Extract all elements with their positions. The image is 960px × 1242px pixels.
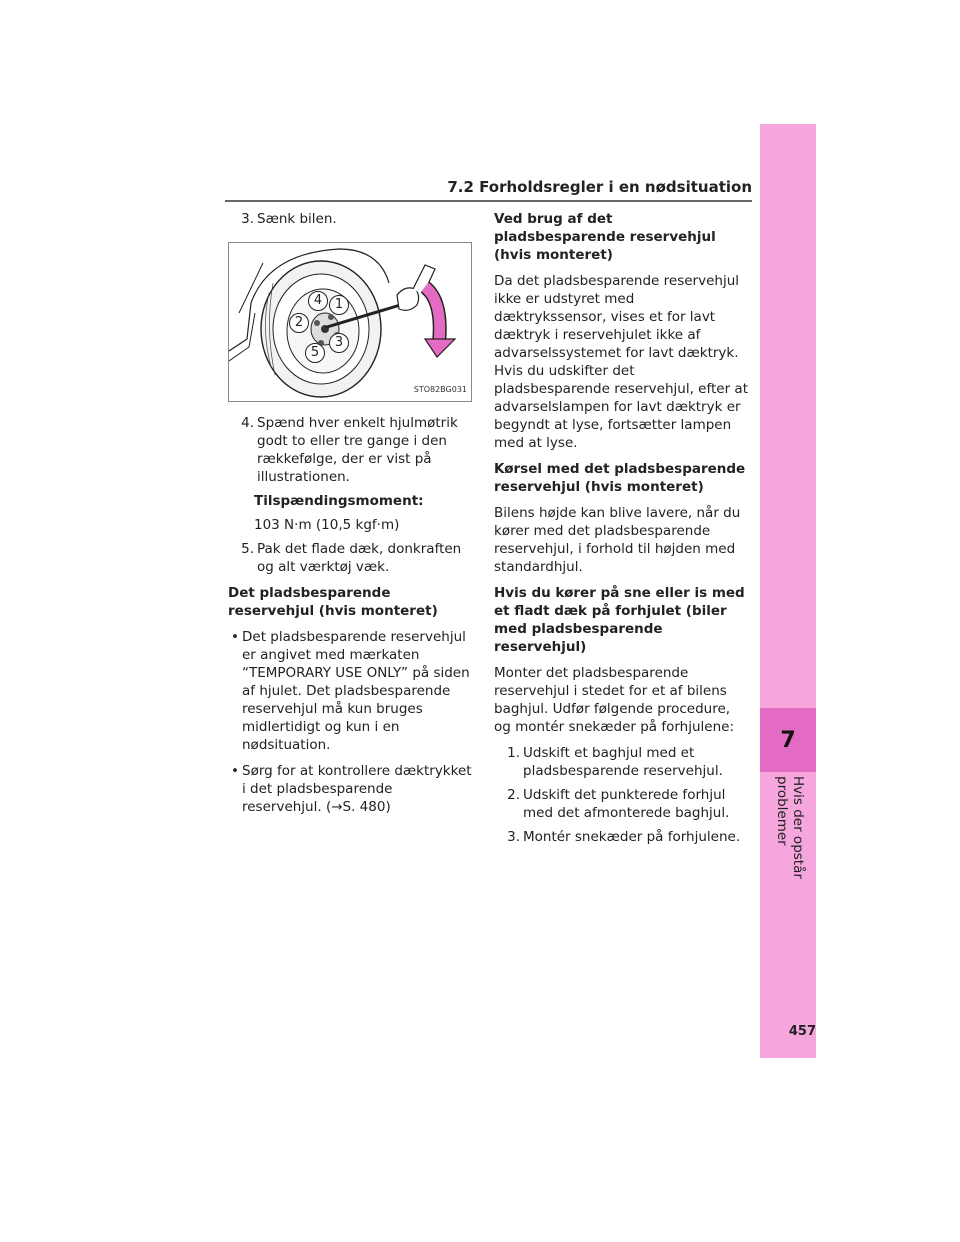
bullet-text: Sørg for at kontrollere dæktrykket i det pladsbesparende reservehjul. (→S. 480): [242, 763, 472, 815]
step-text: Udskift det punkterede forhjul med det afmonterede baghjul.: [523, 787, 730, 821]
step-number: 3.: [241, 211, 254, 227]
snow-step-3: [494, 828, 748, 846]
heading-driving-spare: Kørsel med det pladsbesparende reservehjul (hvis monteret): [494, 461, 746, 495]
step-text: Spænd hver enkelt hjulmøtrik godt to eller tre gange i den rækkefølge, der er vist på illustrationen.: [257, 415, 458, 485]
step-number: 1.: [507, 745, 520, 761]
bullet-item: [228, 762, 472, 816]
figure-label-1: 1: [329, 295, 349, 315]
step-5: [228, 540, 472, 576]
step-text: Montér snekæder på forhjulene.: [523, 829, 741, 845]
snow-step-1: [494, 744, 748, 780]
figure-code: STO82BG031: [413, 385, 467, 394]
step-number: 3.: [507, 829, 520, 845]
heading-snow-ice: Hvis du kører på sne eller is med et fladt dæk på forhjulet (biler med pladsbesparende reservehjul): [494, 585, 745, 655]
bullet-item: [228, 628, 472, 754]
figure-label-3: 3: [329, 333, 349, 353]
bullet-glyph: •: [231, 763, 239, 779]
section-header-title: 7.2 Forholdsregler i en nødsituation: [447, 178, 752, 196]
figure-label-4: 4: [308, 291, 328, 311]
heading-using-spare: Ved brug af det pladsbesparende reservehjul (hvis monteret): [494, 211, 716, 263]
bullet-glyph: •: [231, 629, 239, 645]
step-number: 4.: [241, 415, 254, 431]
figure-label-5: 5: [305, 343, 325, 363]
right-column: [494, 210, 748, 852]
wheel-illustration-svg: [229, 243, 471, 401]
left-column: [228, 210, 472, 824]
torque-label: Tilspændingsmoment:: [254, 493, 424, 509]
rotation-arrow-head: [425, 339, 455, 357]
lug-nut: [314, 320, 320, 326]
step-text: Sænk bilen.: [257, 211, 337, 227]
torque-value: 103 N·m (10,5 kgf·m): [254, 517, 400, 533]
step-number: 2.: [507, 787, 520, 803]
step-text: Udskift et baghjul med et pladsbesparende reservehjul.: [523, 745, 723, 779]
lug-nut: [328, 314, 334, 320]
step-text: Pak det flade dæk, donkraften og alt værktøj væk.: [257, 541, 462, 575]
body-line: [229, 313, 255, 361]
header-divider: [225, 200, 752, 202]
bullet-text: Det pladsbesparende reservehjul er angivet med mærkaten “TEMPORARY USE ONLY” på siden af hjulet. Det pladsbesparende reservehjul må kun bruges midlertidigt og kun i en nødsituation.: [242, 629, 470, 753]
paragraph-snow-ice: Monter det pladsbesparende reservehjul i stedet for et af bilens baghjul. Udfør følgende procedure, og montér snekæder på forhjulene:: [494, 665, 735, 735]
step-4: [228, 414, 472, 486]
spare-wheel-heading: Det pladsbesparende reservehjul (hvis monteret): [228, 585, 438, 619]
step-number: 5.: [241, 541, 254, 557]
chapter-title-vertical: Hvis der opstår problemer: [774, 776, 806, 879]
step-3: [228, 210, 472, 228]
figure-label-2: 2: [289, 313, 309, 333]
page-number: 457: [788, 1024, 816, 1039]
paragraph-driving-spare: Bilens højde kan blive lavere, når du kører med det pladsbesparende reservehjul, i forhold til højden med standardhjul.: [494, 505, 741, 575]
chapter-number-badge: 7: [760, 708, 816, 772]
snow-step-2: [494, 786, 748, 822]
wheel-nut-tightening-illustration: [228, 242, 472, 402]
hand: [397, 288, 419, 310]
paragraph-using-spare: Da det pladsbesparende reservehjul ikke er udstyret med dæktrykssensor, vises et for lavt dæktryk i reservehjulet ikke af advarselssystemet for lavt dæktryk. Hvis du udskifter det pladsbesparende reservehjul, efter at advarselslampen for lavt dæktryk er begyndt at lyse, fortsætter lampen med at lyse.: [494, 273, 748, 451]
